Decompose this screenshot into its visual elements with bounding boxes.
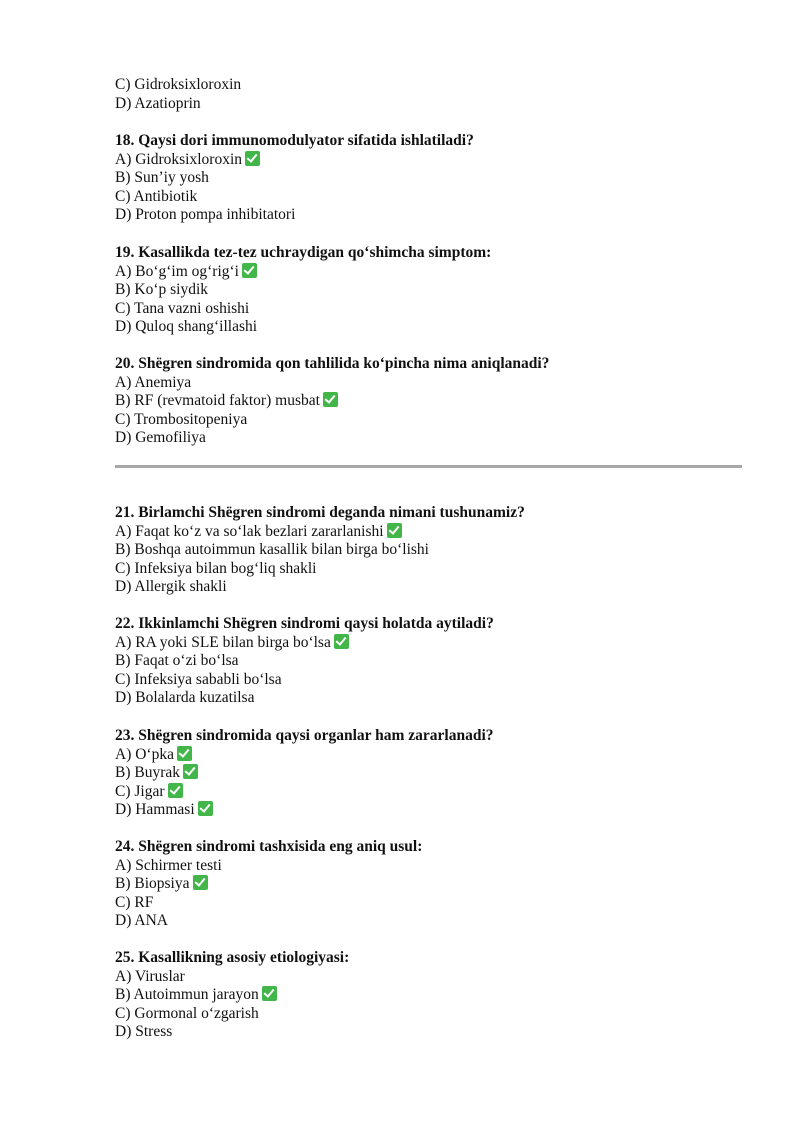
option-17-d: D) Azatioprin xyxy=(115,94,201,112)
option-22-d: D) Bolalarda kuzatilsa xyxy=(115,689,255,707)
option-21-a xyxy=(115,523,755,542)
option-18-d: D) Proton pompa inhibitatori xyxy=(115,206,296,224)
option-20-a: A) Anemiya xyxy=(115,373,192,391)
option-19-d: D) Quloq shang‘illashi xyxy=(115,318,258,336)
question-22-title: 22. Ikkinlamchi Shëgren sindromi qaysi holatda aytiladi? xyxy=(115,615,494,632)
check-mark-icon xyxy=(183,764,198,779)
option-20-b xyxy=(115,392,755,411)
option-25-b-text: B) Autoimmun jarayon xyxy=(115,986,259,1004)
option-25-d: D) Stress xyxy=(115,1023,173,1041)
option-23-c xyxy=(115,783,755,802)
option-21-d: D) Allergik shakli xyxy=(115,578,227,596)
option-23-d-text: D) Hammasi xyxy=(115,801,195,819)
option-25-b xyxy=(115,986,755,1005)
option-21-a-text: A) Faqat ko‘z va so‘lak bezlari zararlanishi xyxy=(115,522,384,540)
option-19-a-text: A) Bo‘g‘im og‘rig‘i xyxy=(115,262,239,280)
question-23-title: 23. Shëgren sindromida qaysi organlar ham zararlanadi? xyxy=(115,727,494,744)
question-21 xyxy=(115,504,755,597)
check-mark-icon xyxy=(262,986,277,1001)
option-24-b-text: B) Biopsiya xyxy=(115,875,190,893)
question-20-title: 20. Shëgren sindromida qon tahlilida ko‘pincha nima aniqlanadi? xyxy=(115,355,550,372)
section-divider xyxy=(115,465,742,468)
question-23 xyxy=(115,727,755,820)
option-24-b xyxy=(115,875,755,894)
check-mark-icon xyxy=(168,783,183,798)
option-20-c: C) Trombositopeniya xyxy=(115,410,248,428)
option-18-a xyxy=(115,151,755,170)
check-mark-icon xyxy=(245,151,260,166)
option-25-c: C) Gormonal o‘zgarish xyxy=(115,1004,259,1022)
option-19-b: B) Ko‘p siydik xyxy=(115,281,208,299)
check-mark-icon xyxy=(177,746,192,761)
question-22 xyxy=(115,615,755,708)
question-25 xyxy=(115,949,755,1042)
option-18-b: B) Sun’iy yosh xyxy=(115,169,209,187)
question-25-title: 25. Kasallikning asosiy etiologiyasi: xyxy=(115,949,350,966)
option-21-b: B) Boshqa autoimmun kasallik bilan birga bo‘lishi xyxy=(115,541,429,559)
option-21-c: C) Infeksiya bilan bog‘liq shakli xyxy=(115,559,317,577)
question-19 xyxy=(115,244,755,337)
option-19-c: C) Tana vazni oshishi xyxy=(115,299,250,317)
option-20-d: D) Gemofiliya xyxy=(115,429,206,447)
option-24-d: D) ANA xyxy=(115,912,168,930)
option-19-a xyxy=(115,263,755,282)
option-23-b xyxy=(115,764,755,783)
option-22-a-text: A) RA yoki SLE bilan birga bo‘lsa xyxy=(115,633,331,651)
option-18-c: C) Antibiotik xyxy=(115,187,198,205)
option-24-c: C) RF xyxy=(115,893,154,911)
option-18-a-text: A) Gidroksixloroxin xyxy=(115,150,243,168)
check-mark-icon xyxy=(323,392,338,407)
check-mark-icon xyxy=(198,801,213,816)
check-mark-icon xyxy=(334,634,349,649)
option-23-c-text: C) Jigar xyxy=(115,782,165,800)
option-23-b-text: B) Buyrak xyxy=(115,764,181,782)
option-22-b: B) Faqat o‘zi bo‘lsa xyxy=(115,652,239,670)
check-mark-icon xyxy=(193,875,208,890)
option-23-d xyxy=(115,801,755,820)
option-23-a-text: A) O‘pka xyxy=(115,745,174,763)
question-19-title: 19. Kasallikda tez-tez uchraydigan qo‘shimcha simptom: xyxy=(115,244,492,261)
option-17-c: C) Gidroksixloroxin xyxy=(115,76,242,93)
option-20-b-text: B) RF (revmatoid faktor) musbat xyxy=(115,392,320,410)
question-18 xyxy=(115,132,755,225)
option-22-c: C) Infeksiya sababli bo‘lsa xyxy=(115,670,282,688)
question-24 xyxy=(115,838,755,931)
option-25-a: A) Viruslar xyxy=(115,967,185,985)
question-20 xyxy=(115,355,755,448)
check-mark-icon xyxy=(387,523,402,538)
check-mark-icon xyxy=(242,263,257,278)
question-17-tail xyxy=(115,76,755,113)
option-23-a xyxy=(115,746,755,765)
question-24-title: 24. Shëgren sindromi tashxisida eng aniq usul: xyxy=(115,838,423,855)
question-21-title: 21. Birlamchi Shëgren sindromi deganda nimani tushunamiz? xyxy=(115,504,525,521)
question-18-title: 18. Qaysi dori immunomodulyator sifatida ishlatiladi? xyxy=(115,132,474,149)
option-22-a xyxy=(115,634,755,653)
option-24-a: A) Schirmer testi xyxy=(115,856,222,874)
